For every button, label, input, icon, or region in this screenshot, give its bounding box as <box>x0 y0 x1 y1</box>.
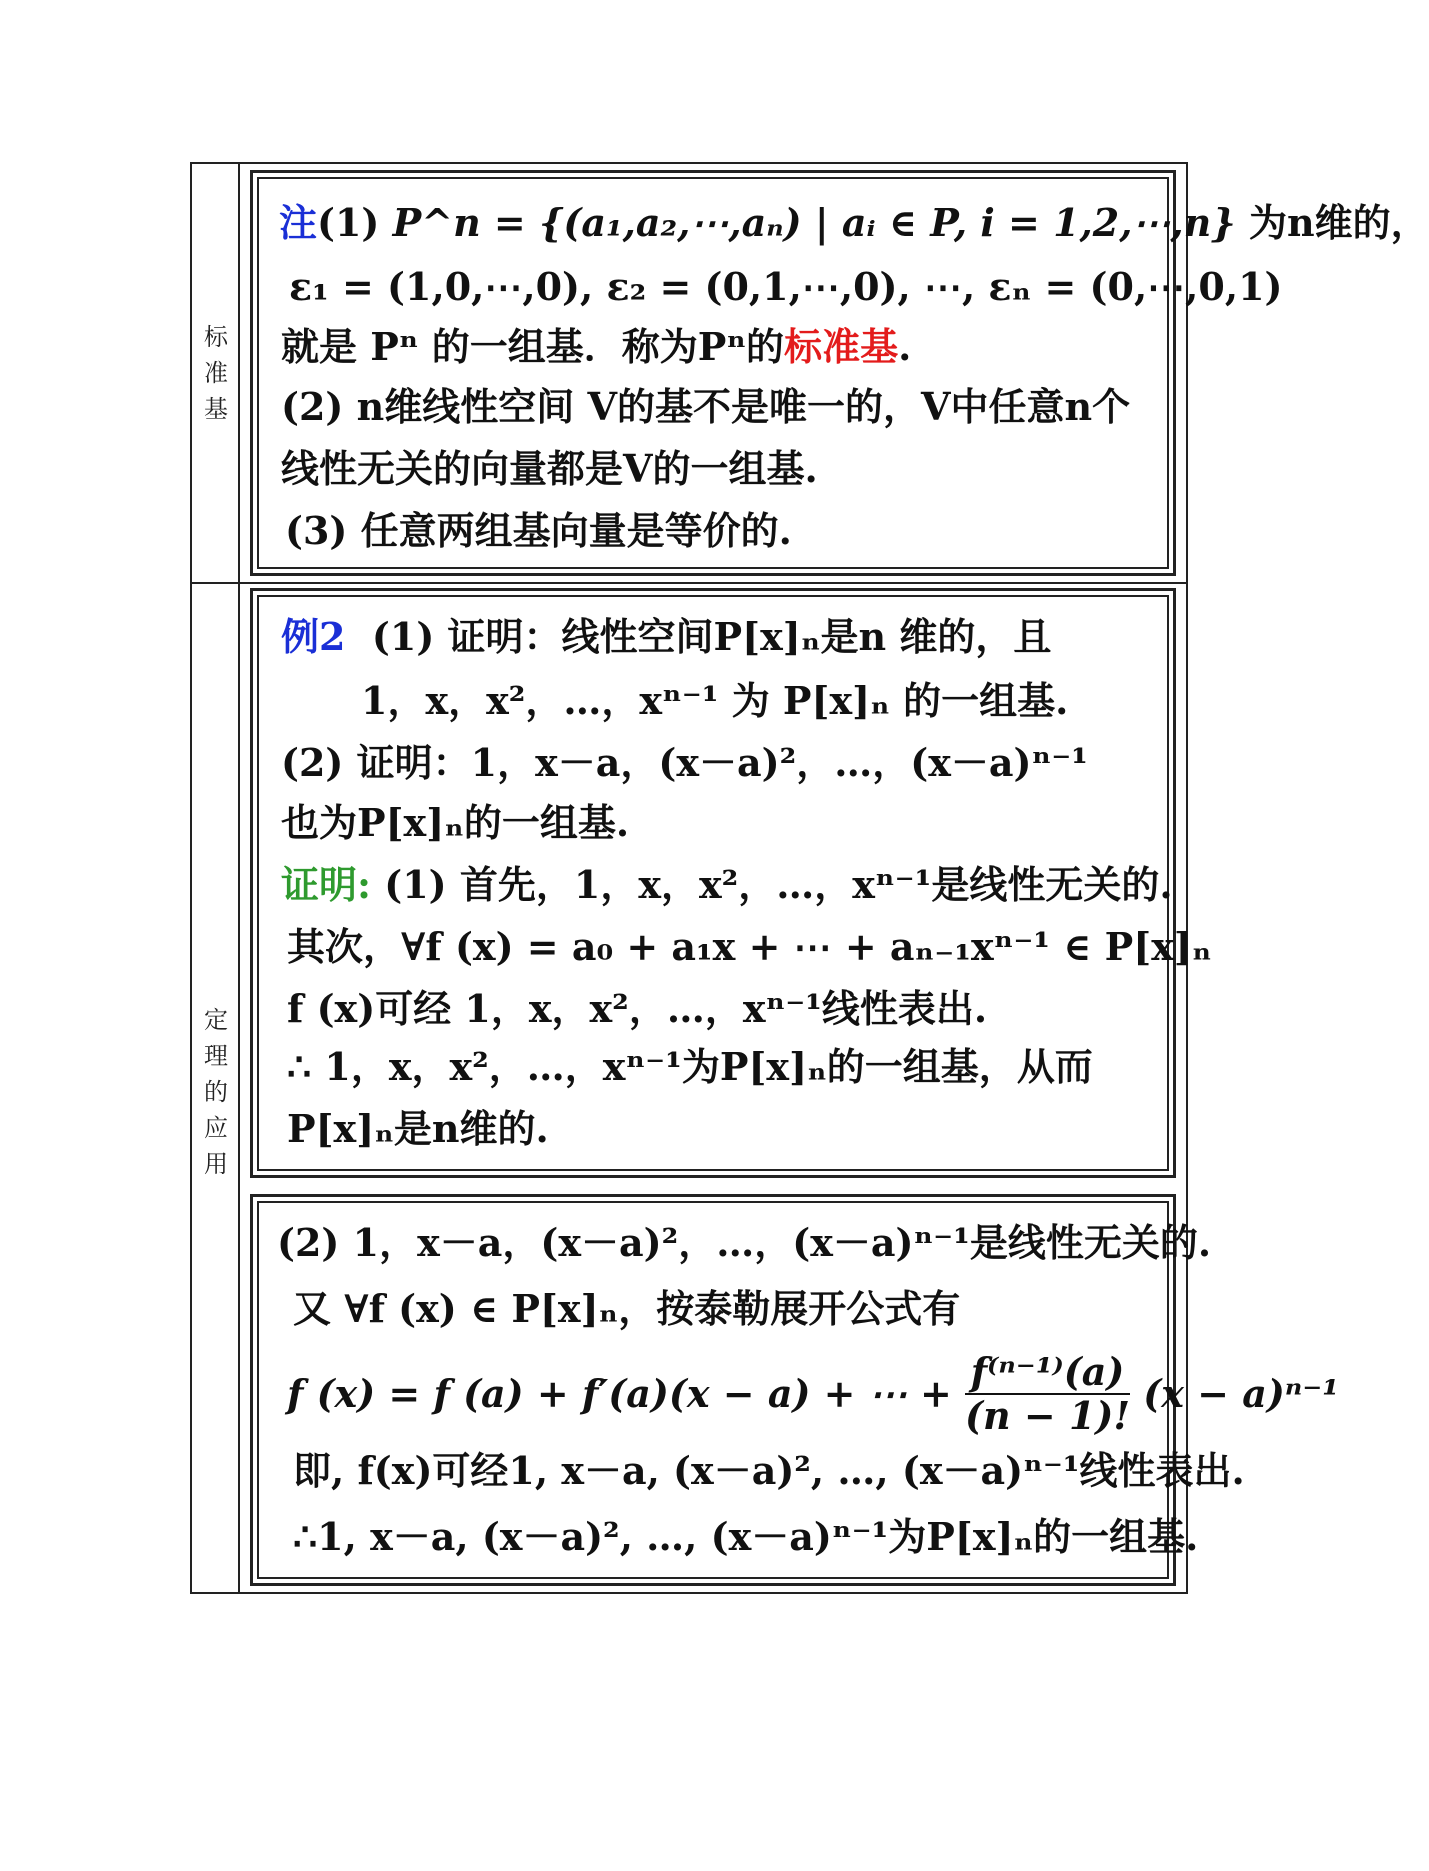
proof-line-4: ∴ 1，x，x²，…，xⁿ⁻¹为P[x]ₙ的一组基，从而 <box>287 1044 1093 1089</box>
proof-l1-text: (1) 首先，1，x，x²，…，xⁿ⁻¹是线性无关的. <box>371 862 1173 907</box>
part2-line-5: ∴1, x－a, (x－a)², …, (x－a)ⁿ⁻¹为P[x]ₙ的一组基. <box>293 1514 1199 1559</box>
note-line-6: (3) 任意两组基向量是等价的. <box>285 508 792 553</box>
note-label: 注 <box>279 200 318 245</box>
part2-line-2: 又 ∀f (x) ∈ P[x]ₙ，按泰勒展开公式有 <box>293 1286 961 1331</box>
example-line-4: 也为P[x]ₙ的一组基. <box>281 800 630 845</box>
taylor-denominator: (n − 1)! <box>965 1393 1131 1438</box>
example-line-2: 1，x，x²，…，xⁿ⁻¹ 为 P[x]ₙ 的一组基. <box>361 678 1069 723</box>
example-line-3: (2) 证明：1，x－a，(x－a)²，…，(x－a)ⁿ⁻¹ <box>281 740 1088 785</box>
note-l1-prefix: (1) <box>317 200 393 245</box>
note-l1-suffix: 为n维的， <box>1248 200 1429 245</box>
example-label: 例2 <box>281 614 346 659</box>
taylor-fraction <box>965 1351 1130 1437</box>
note-line-1 <box>279 201 1429 245</box>
note-box <box>250 170 1429 576</box>
row-divider <box>192 582 1186 584</box>
example-line-1 <box>281 615 1051 659</box>
standard-basis-term: 标准基 <box>784 324 899 369</box>
proof-label: 证明: <box>281 862 372 907</box>
outer-table <box>190 162 1429 1594</box>
note-line-2: ε₁ = (1,0,⋯,0), ε₂ = (0,1,⋯,0), ⋯, εₙ = (0,⋯,0,1) <box>289 264 1283 309</box>
note-l1-math: P^n = {(a₁,a₂,⋯,aₙ) | aᵢ ∈ P, i = 1,2,⋯,n} <box>392 200 1236 245</box>
taylor-right: (x − a)ⁿ⁻¹ <box>1143 1371 1339 1416</box>
proof-line-1 <box>281 863 1173 907</box>
part2-line-1: (2) 1，x－a，(x－a)²，…，(x－a)ⁿ⁻¹是线性无关的. <box>277 1220 1212 1265</box>
note-line-5: 线性无关的向量都是V的一组基. <box>281 446 818 491</box>
note-line-4: (2) n维线性空间 V的基不是唯一的，V中任意n个 <box>281 384 1131 429</box>
example-box <box>250 588 1212 1178</box>
side-label-standard-basis: 标 准 基 <box>204 323 228 423</box>
proof-line-5: P[x]ₙ是n维的. <box>287 1106 549 1151</box>
proof-line-3: f (x)可经 1，x，x²，…，xⁿ⁻¹线性表出. <box>287 986 988 1031</box>
taylor-left: f (x) = f (a) + f′(a)(x − a) + ⋯ + <box>287 1371 952 1416</box>
proof-line-2: 其次，∀f (x) = a₀ + a₁x + ⋯ + aₙ₋₁xⁿ⁻¹ ∈ P[x]ₙ <box>287 924 1212 969</box>
taylor-numerator: f⁽ⁿ⁻¹⁾(a) <box>965 1351 1130 1395</box>
proof-part2-box <box>250 1194 1339 1586</box>
taylor-formula <box>287 1351 1339 1437</box>
example-l1-text: (1) 证明：线性空间P[x]ₙ是n 维的，且 <box>371 614 1052 659</box>
note-l3-suffix: . <box>898 324 912 369</box>
side-label-theorem-application: 定 理 的 应 用 <box>204 1006 228 1178</box>
part2-line-4: 即, f(x)可经1, x－a, (x－a)², …, (x－a)ⁿ⁻¹线性表出. <box>293 1448 1245 1493</box>
note-l3-prefix: 就是 Pⁿ 的一组基．称为Pⁿ的 <box>281 324 785 369</box>
note-line-3 <box>281 325 911 369</box>
